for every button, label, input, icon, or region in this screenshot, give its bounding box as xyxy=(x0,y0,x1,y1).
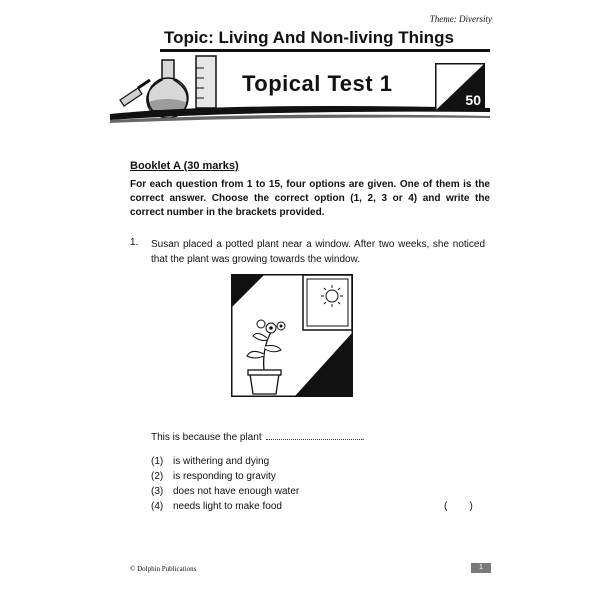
option-3 xyxy=(151,486,299,497)
answer-blank xyxy=(266,439,362,440)
header-swoosh xyxy=(110,100,490,124)
option-2 xyxy=(151,471,276,482)
option-1 xyxy=(151,456,269,467)
plant-window-diagram xyxy=(231,274,353,397)
answer-bracket: ( ) xyxy=(444,501,473,512)
option-label: (4) xyxy=(151,501,164,512)
topic-title: Topic: Living And Non-living Things xyxy=(164,28,454,47)
question-stem-end: . xyxy=(361,432,365,443)
question-text: Susan placed a potted plant near a window. After two weeks, she noticed that the plant was growing towards the window. xyxy=(151,239,485,265)
total-marks-value: 50 xyxy=(465,92,481,108)
question-stem-text: This is because the plant xyxy=(151,432,262,443)
publisher-footer: © Dolphin Publications xyxy=(130,565,197,573)
section-instructions: For each question from 1 to 15, four options are given. One of them is the correct answer. Choose the correct option (1, 2, 3 or 4) and write the correct number in the brackets provided. xyxy=(130,179,490,218)
theme-label: Theme: Diversity xyxy=(429,14,492,24)
section-title: Booklet A (30 marks) xyxy=(130,160,239,172)
option-label: (1) xyxy=(151,456,164,467)
page-number: 1 xyxy=(471,563,491,573)
question-stem xyxy=(151,432,364,443)
option-label: (2) xyxy=(151,471,164,482)
total-marks-box xyxy=(435,63,485,111)
option-label: (3) xyxy=(151,486,164,497)
option-text: is withering and dying xyxy=(173,456,270,467)
option-4 xyxy=(151,501,282,512)
question-number: 1. xyxy=(130,237,139,248)
test-title: Topical Test 1 xyxy=(242,71,393,96)
option-text: does not have enough water xyxy=(173,486,300,497)
option-text: needs light to make food xyxy=(173,501,282,512)
option-text: is responding to gravity xyxy=(173,471,276,482)
